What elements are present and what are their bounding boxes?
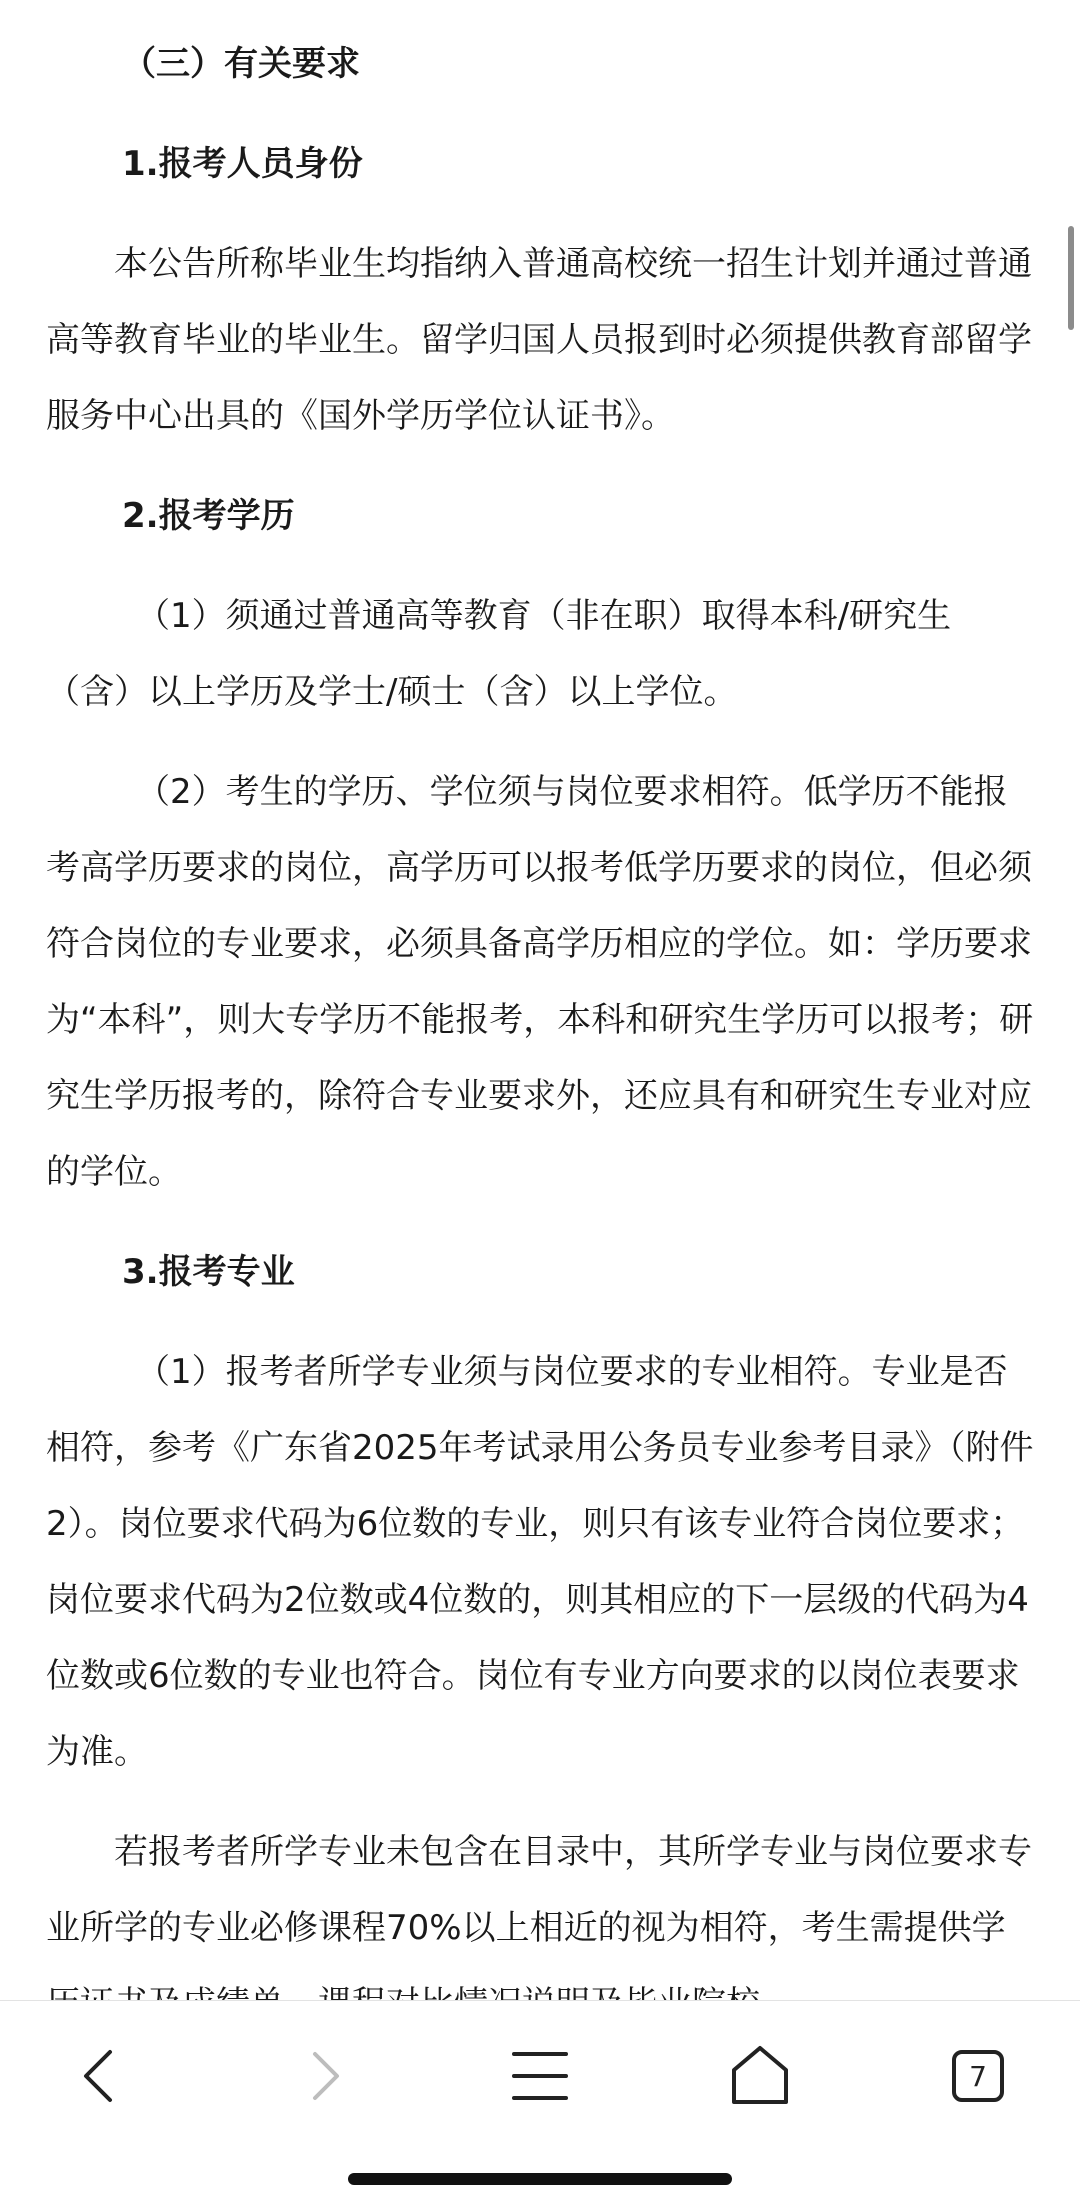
menu-icon [510,2046,570,2106]
section-3-title: 3.报考专业 [122,1252,295,1292]
back-icon [70,2046,130,2106]
menu-button[interactable] [495,2031,585,2121]
article-content [46,0,1036,2000]
section-heading: （三）有关要求 [122,44,360,84]
scrollbar-thumb[interactable] [1068,226,1074,330]
home-indicator[interactable] [348,2173,732,2185]
section-1-paragraph: 本公告所称毕业生均指纳入普通高校统一招生计划并通过普通高等教育毕业的毕业生。留学归国人员报到时必须提供教育部留学服务中心出具的《国外学历学位认证书》。 [46,244,1032,436]
section-2-paragraph-1: （1）须通过普通高等教育（非在职）取得本科/研究生（含）以上学历及学士/硕士（含）以上学位。 [46,596,952,712]
home-icon [728,2044,792,2108]
forward-icon [295,2046,355,2106]
forward-button[interactable] [280,2031,370,2121]
tabs-button[interactable] [933,2031,1023,2121]
tab-count: 7 [969,2059,987,2093]
home-button[interactable] [715,2031,805,2121]
section-1-title: 1.报考人员身份 [122,144,363,184]
browser-toolbar [0,2000,1080,2202]
section-2-title: 2.报考学历 [122,496,295,536]
section-3-paragraph-1: （1）报考者所学专业须与岗位要求的专业相符。专业是否相符，参考《广东省2025年考试录用公务员专业参考目录》（附件2）。岗位要求代码为6位数的专业，则只有该专业符合岗位要求；岗位要求代码为2位数或4位数的，则其相应的下一层级的代码为4位数或6位数的专业也符合。岗位有专业方向要求的以岗位表要求为准。 [46,1352,1034,1772]
section-3-paragraph-2: 若报考者所学专业未包含在目录中，其所学专业与岗位要求专业所学的专业必修课程70%以上相近的视为相符，考生需提供学 [46,1832,1032,1948]
back-button[interactable] [55,2031,145,2121]
section-2-paragraph-2: （2）考生的学历、学位须与岗位要求相符。低学历不能报考高学历要求的岗位，高学历可以报考低学历要求的岗位，但必须符合岗位的专业要求，必须具备高学历相应的学位。如：学历要求为“本科”，则大专学历不能报考，本科和研究生学历可以报考；研究生学历报考的，除符合专业要求外，还应具有和研究生专业对应的学位。 [46,772,1034,1192]
